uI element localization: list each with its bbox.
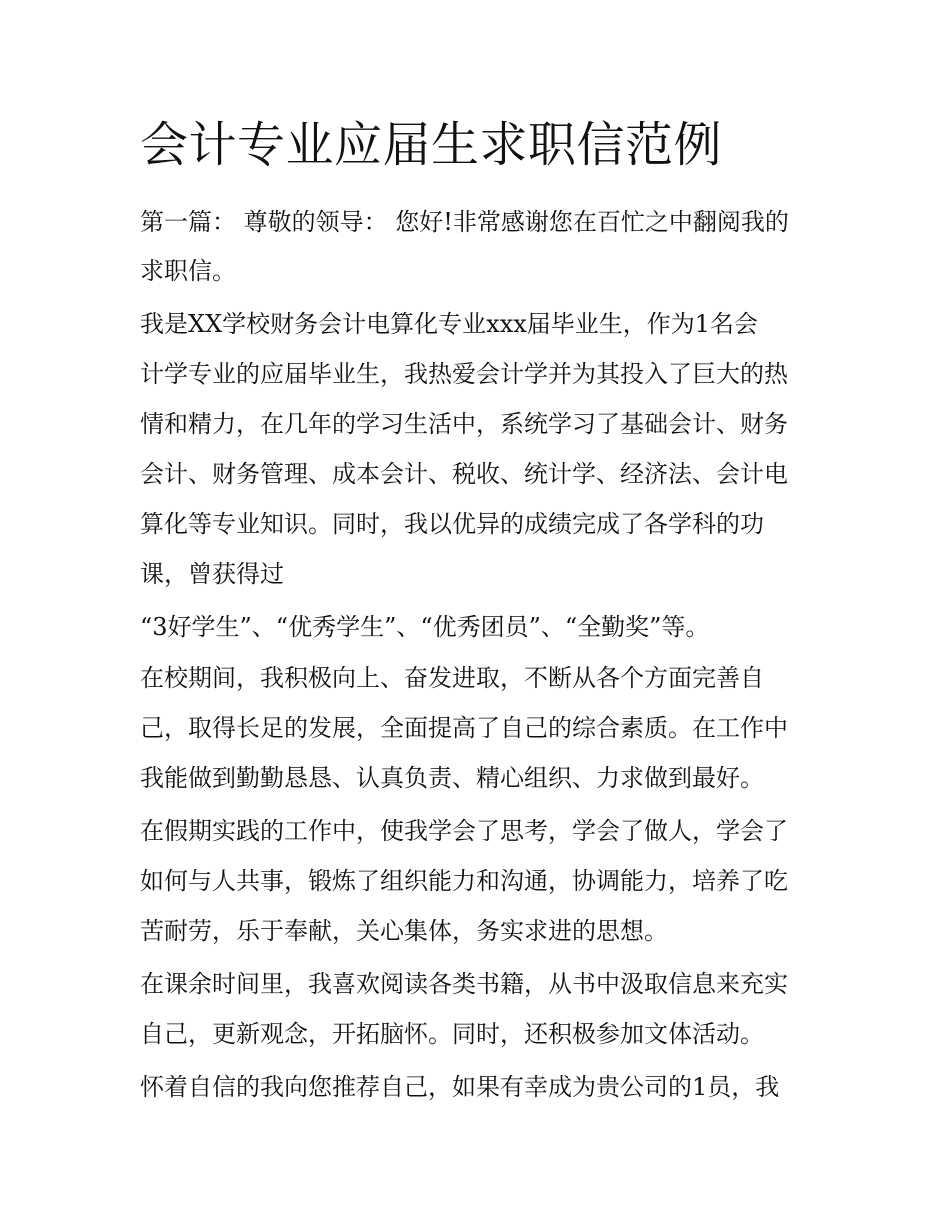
body-line-2: 求职信。 [140, 257, 236, 285]
body-line-12: 我能做到勤勤恳恳、认真负责、精心组织、力求做到最好。 [140, 764, 764, 792]
body-line-18: 怀着自信的我向您推荐自己，如果有幸成为贵公司的1员，我 [140, 1073, 780, 1101]
body-line-1: 第一篇： 尊敬的领导： 您好!非常感谢您在百忙之中翻阅我的 [140, 208, 789, 236]
document-title: 会计专业应届生求职信范例 [140, 117, 723, 173]
body-line-13: 在假期实践的工作中，使我学会了思考，学会了做人，学会了 [140, 817, 788, 845]
body-line-4: 计学专业的应届毕业生，我热爱会计学并为其投入了巨大的热 [140, 360, 788, 388]
body-line-3: 我是XX学校财务会计电算化专业xxx届毕业生，作为1名会 [140, 310, 759, 338]
body-line-9: “3好学生”、“优秀学生”、“优秀团员”、“全勤奖”等。 [140, 613, 710, 641]
body-line-14: 如何与人共事，锻炼了组织能力和沟通，协调能力，培养了吃 [140, 867, 788, 895]
body-line-16: 在课余时间里，我喜欢阅读各类书籍，从书中汲取信息来充实 [140, 970, 788, 998]
body-line-10: 在校期间，我积极向上、奋发进取，不断从各个方面完善自 [140, 664, 764, 692]
body-line-8: 课，曾获得过 [140, 560, 284, 588]
body-line-15: 苦耐劳，乐于奉献，关心集体，务实求进的思想。 [140, 917, 668, 945]
body-line-17: 自己，更新观念，开拓脑怀。同时，还积极参加文体活动。 [140, 1020, 764, 1048]
body-line-11: 己，取得长足的发展，全面提高了自己的综合素质。在工作中 [140, 714, 788, 742]
body-line-5: 情和精力，在几年的学习生活中，系统学习了基础会计、财务 [140, 410, 788, 438]
body-line-6: 会计、财务管理、成本会计、税收、统计学、经济法、会计电 [140, 460, 788, 488]
body-line-7: 算化等专业知识。同时，我以优异的成绩完成了各学科的功 [140, 510, 764, 538]
